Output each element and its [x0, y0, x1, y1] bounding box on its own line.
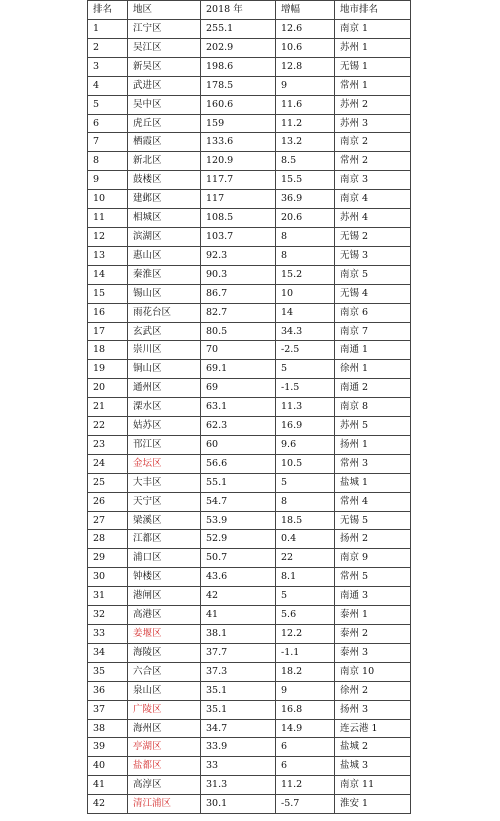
table-row [88, 265, 411, 284]
cell-district: 惠山区 [128, 246, 201, 265]
table-row [88, 473, 411, 492]
cell-district: 吴中区 [128, 95, 201, 114]
table-row [88, 700, 411, 719]
cell-city-rank: 南通 1 [335, 341, 411, 360]
cell-city-rank: 扬州 2 [335, 530, 411, 549]
cell-city-rank: 常州 1 [335, 76, 411, 95]
cell-gdp-2018: 60 [201, 435, 276, 454]
cell-rank: 24 [88, 454, 128, 473]
cell-city-rank: 扬州 1 [335, 435, 411, 454]
cell-growth: 34.3 [276, 322, 335, 341]
cell-city-rank: 南京 4 [335, 190, 411, 209]
cell-gdp-2018: 103.7 [201, 227, 276, 246]
table-row [88, 303, 411, 322]
cell-gdp-2018: 69 [201, 379, 276, 398]
cell-gdp-2018: 117.7 [201, 171, 276, 190]
cell-district: 钟楼区 [128, 568, 201, 587]
cell-gdp-2018: 178.5 [201, 76, 276, 95]
cell-rank: 19 [88, 360, 128, 379]
cell-district: 浦口区 [128, 549, 201, 568]
cell-city-rank: 苏州 4 [335, 209, 411, 228]
table-row [88, 171, 411, 190]
cell-district: 建邺区 [128, 190, 201, 209]
header-rank: 排名 [88, 1, 128, 20]
cell-gdp-2018: 54.7 [201, 492, 276, 511]
cell-city-rank: 淮安 1 [335, 795, 411, 814]
cell-growth: 9.6 [276, 435, 335, 454]
cell-rank: 34 [88, 643, 128, 662]
district-ranking-table [87, 0, 411, 814]
cell-rank: 22 [88, 417, 128, 436]
cell-gdp-2018: 37.7 [201, 643, 276, 662]
table-body [88, 20, 411, 814]
cell-district: 清江浦区 [128, 795, 201, 814]
cell-growth: 11.6 [276, 95, 335, 114]
cell-rank: 40 [88, 757, 128, 776]
cell-city-rank: 南京 2 [335, 133, 411, 152]
cell-gdp-2018: 43.6 [201, 568, 276, 587]
cell-district: 武进区 [128, 76, 201, 95]
table-row [88, 246, 411, 265]
cell-growth: 15.5 [276, 171, 335, 190]
table-row [88, 492, 411, 511]
cell-growth: 12.8 [276, 57, 335, 76]
cell-city-rank: 盐城 3 [335, 757, 411, 776]
cell-growth: 5 [276, 587, 335, 606]
cell-gdp-2018: 82.7 [201, 303, 276, 322]
cell-gdp-2018: 117 [201, 190, 276, 209]
cell-district: 港闸区 [128, 587, 201, 606]
cell-rank: 28 [88, 530, 128, 549]
cell-gdp-2018: 38.1 [201, 625, 276, 644]
cell-gdp-2018: 33 [201, 757, 276, 776]
cell-growth: 12.6 [276, 20, 335, 39]
cell-district: 江宁区 [128, 20, 201, 39]
cell-growth: 8.1 [276, 568, 335, 587]
cell-growth: 11.2 [276, 114, 335, 133]
table-row [88, 133, 411, 152]
cell-rank: 11 [88, 209, 128, 228]
cell-district: 高淳区 [128, 776, 201, 795]
cell-growth: 8 [276, 492, 335, 511]
cell-growth: 15.2 [276, 265, 335, 284]
cell-city-rank: 无锡 5 [335, 511, 411, 530]
cell-district: 虎丘区 [128, 114, 201, 133]
cell-district: 泉山区 [128, 681, 201, 700]
cell-district: 滨湖区 [128, 227, 201, 246]
cell-district: 六合区 [128, 662, 201, 681]
cell-district: 栖霞区 [128, 133, 201, 152]
cell-rank: 25 [88, 473, 128, 492]
cell-gdp-2018: 202.9 [201, 38, 276, 57]
cell-city-rank: 盐城 1 [335, 473, 411, 492]
cell-gdp-2018: 50.7 [201, 549, 276, 568]
cell-district: 大丰区 [128, 473, 201, 492]
table-row [88, 606, 411, 625]
cell-city-rank: 苏州 1 [335, 38, 411, 57]
cell-gdp-2018: 86.7 [201, 284, 276, 303]
cell-rank: 26 [88, 492, 128, 511]
cell-growth: 5 [276, 473, 335, 492]
header-row [88, 1, 411, 20]
cell-gdp-2018: 41 [201, 606, 276, 625]
cell-city-rank: 无锡 4 [335, 284, 411, 303]
cell-rank: 8 [88, 152, 128, 171]
cell-district: 海州区 [128, 719, 201, 738]
cell-growth: 20.6 [276, 209, 335, 228]
cell-growth: 11.3 [276, 398, 335, 417]
header-gdp-2018: 2018 年 [201, 1, 276, 20]
table-row [88, 114, 411, 133]
table-row [88, 95, 411, 114]
cell-growth: 8 [276, 227, 335, 246]
table-row [88, 587, 411, 606]
cell-growth: 16.9 [276, 417, 335, 436]
table-row [88, 284, 411, 303]
cell-district: 高港区 [128, 606, 201, 625]
cell-city-rank: 南通 3 [335, 587, 411, 606]
cell-gdp-2018: 62.3 [201, 417, 276, 436]
cell-district: 亭湖区 [128, 738, 201, 757]
cell-growth: 6 [276, 757, 335, 776]
cell-city-rank: 无锡 2 [335, 227, 411, 246]
cell-rank: 21 [88, 398, 128, 417]
table-row [88, 38, 411, 57]
cell-district: 玄武区 [128, 322, 201, 341]
cell-gdp-2018: 31.3 [201, 776, 276, 795]
cell-rank: 39 [88, 738, 128, 757]
cell-city-rank: 南京 1 [335, 20, 411, 39]
table-row [88, 549, 411, 568]
cell-city-rank: 南京 3 [335, 171, 411, 190]
cell-district: 秦淮区 [128, 265, 201, 284]
table-row [88, 454, 411, 473]
cell-rank: 1 [88, 20, 128, 39]
cell-gdp-2018: 42 [201, 587, 276, 606]
cell-gdp-2018: 55.1 [201, 473, 276, 492]
table-row [88, 757, 411, 776]
cell-district: 金坛区 [128, 454, 201, 473]
header-growth: 增幅 [276, 1, 335, 20]
cell-district: 崇川区 [128, 341, 201, 360]
cell-rank: 20 [88, 379, 128, 398]
cell-gdp-2018: 56.6 [201, 454, 276, 473]
cell-city-rank: 扬州 3 [335, 700, 411, 719]
table-row [88, 662, 411, 681]
cell-rank: 37 [88, 700, 128, 719]
cell-district: 溧水区 [128, 398, 201, 417]
cell-district: 盐都区 [128, 757, 201, 776]
cell-growth: -2.5 [276, 341, 335, 360]
cell-growth: 6 [276, 738, 335, 757]
table-row [88, 20, 411, 39]
cell-gdp-2018: 33.9 [201, 738, 276, 757]
cell-gdp-2018: 69.1 [201, 360, 276, 379]
header-city-rank: 地市排名 [335, 1, 411, 20]
table-row [88, 719, 411, 738]
cell-gdp-2018: 120.9 [201, 152, 276, 171]
cell-rank: 36 [88, 681, 128, 700]
cell-district: 锡山区 [128, 284, 201, 303]
cell-growth: 5 [276, 360, 335, 379]
cell-district: 姜堰区 [128, 625, 201, 644]
cell-city-rank: 常州 3 [335, 454, 411, 473]
cell-gdp-2018: 30.1 [201, 795, 276, 814]
table-row [88, 435, 411, 454]
cell-city-rank: 无锡 1 [335, 57, 411, 76]
cell-city-rank: 常州 4 [335, 492, 411, 511]
cell-rank: 2 [88, 38, 128, 57]
cell-district: 相城区 [128, 209, 201, 228]
cell-growth: 10 [276, 284, 335, 303]
cell-city-rank: 南京 6 [335, 303, 411, 322]
cell-rank: 12 [88, 227, 128, 246]
cell-city-rank: 常州 2 [335, 152, 411, 171]
cell-district: 雨花台区 [128, 303, 201, 322]
table-row [88, 776, 411, 795]
cell-rank: 9 [88, 171, 128, 190]
cell-gdp-2018: 133.6 [201, 133, 276, 152]
cell-gdp-2018: 63.1 [201, 398, 276, 417]
cell-rank: 42 [88, 795, 128, 814]
cell-district: 新吴区 [128, 57, 201, 76]
cell-district: 海陵区 [128, 643, 201, 662]
cell-growth: 9 [276, 681, 335, 700]
cell-gdp-2018: 35.1 [201, 681, 276, 700]
table-row [88, 341, 411, 360]
cell-city-rank: 盐城 2 [335, 738, 411, 757]
table-row [88, 152, 411, 171]
cell-rank: 18 [88, 341, 128, 360]
cell-growth: 9 [276, 76, 335, 95]
cell-rank: 10 [88, 190, 128, 209]
cell-district: 鼓楼区 [128, 171, 201, 190]
table-row [88, 511, 411, 530]
cell-city-rank: 苏州 2 [335, 95, 411, 114]
cell-growth: -1.1 [276, 643, 335, 662]
cell-rank: 6 [88, 114, 128, 133]
cell-city-rank: 泰州 1 [335, 606, 411, 625]
table-row [88, 568, 411, 587]
cell-gdp-2018: 52.9 [201, 530, 276, 549]
cell-growth: 36.9 [276, 190, 335, 209]
cell-city-rank: 连云港 1 [335, 719, 411, 738]
cell-rank: 5 [88, 95, 128, 114]
cell-growth: 8 [276, 246, 335, 265]
table-row [88, 398, 411, 417]
cell-district: 邗江区 [128, 435, 201, 454]
table-row [88, 795, 411, 814]
cell-district: 广陵区 [128, 700, 201, 719]
table-header [88, 1, 411, 20]
cell-growth: -1.5 [276, 379, 335, 398]
cell-growth: 0.4 [276, 530, 335, 549]
table-row [88, 227, 411, 246]
table-row [88, 681, 411, 700]
table-row [88, 209, 411, 228]
cell-rank: 23 [88, 435, 128, 454]
cell-gdp-2018: 108.5 [201, 209, 276, 228]
cell-city-rank: 苏州 5 [335, 417, 411, 436]
cell-growth: 18.2 [276, 662, 335, 681]
cell-rank: 4 [88, 76, 128, 95]
cell-gdp-2018: 70 [201, 341, 276, 360]
cell-city-rank: 泰州 2 [335, 625, 411, 644]
cell-growth: 16.8 [276, 700, 335, 719]
cell-district: 吴江区 [128, 38, 201, 57]
cell-rank: 14 [88, 265, 128, 284]
cell-rank: 29 [88, 549, 128, 568]
table-row [88, 738, 411, 757]
cell-rank: 38 [88, 719, 128, 738]
cell-rank: 15 [88, 284, 128, 303]
cell-city-rank: 无锡 3 [335, 246, 411, 265]
cell-city-rank: 南京 8 [335, 398, 411, 417]
cell-district: 铜山区 [128, 360, 201, 379]
cell-city-rank: 苏州 3 [335, 114, 411, 133]
cell-gdp-2018: 35.1 [201, 700, 276, 719]
table-row [88, 379, 411, 398]
table-row [88, 625, 411, 644]
cell-growth: 18.5 [276, 511, 335, 530]
cell-district: 新北区 [128, 152, 201, 171]
cell-rank: 7 [88, 133, 128, 152]
cell-growth: 5.6 [276, 606, 335, 625]
table-row [88, 530, 411, 549]
cell-rank: 41 [88, 776, 128, 795]
table-row [88, 76, 411, 95]
cell-gdp-2018: 198.6 [201, 57, 276, 76]
table-row [88, 360, 411, 379]
cell-rank: 13 [88, 246, 128, 265]
cell-gdp-2018: 53.9 [201, 511, 276, 530]
cell-gdp-2018: 159 [201, 114, 276, 133]
cell-rank: 16 [88, 303, 128, 322]
cell-growth: 10.6 [276, 38, 335, 57]
cell-growth: 10.5 [276, 454, 335, 473]
cell-rank: 3 [88, 57, 128, 76]
cell-city-rank: 徐州 1 [335, 360, 411, 379]
cell-city-rank: 南京 10 [335, 662, 411, 681]
cell-rank: 31 [88, 587, 128, 606]
header-district: 地区 [128, 1, 201, 20]
cell-district: 梁溪区 [128, 511, 201, 530]
cell-growth: 11.2 [276, 776, 335, 795]
cell-gdp-2018: 255.1 [201, 20, 276, 39]
cell-district: 通州区 [128, 379, 201, 398]
cell-growth: -5.7 [276, 795, 335, 814]
cell-gdp-2018: 80.5 [201, 322, 276, 341]
cell-rank: 17 [88, 322, 128, 341]
cell-city-rank: 南京 5 [335, 265, 411, 284]
cell-city-rank: 南通 2 [335, 379, 411, 398]
cell-growth: 14.9 [276, 719, 335, 738]
cell-city-rank: 泰州 3 [335, 643, 411, 662]
cell-city-rank: 南京 7 [335, 322, 411, 341]
cell-rank: 35 [88, 662, 128, 681]
cell-district: 天宁区 [128, 492, 201, 511]
table-row [88, 190, 411, 209]
cell-growth: 22 [276, 549, 335, 568]
cell-gdp-2018: 90.3 [201, 265, 276, 284]
cell-district: 江都区 [128, 530, 201, 549]
cell-gdp-2018: 34.7 [201, 719, 276, 738]
cell-city-rank: 南京 11 [335, 776, 411, 795]
cell-gdp-2018: 92.3 [201, 246, 276, 265]
cell-rank: 32 [88, 606, 128, 625]
table-row [88, 643, 411, 662]
cell-growth: 14 [276, 303, 335, 322]
cell-gdp-2018: 37.3 [201, 662, 276, 681]
cell-city-rank: 常州 5 [335, 568, 411, 587]
table-row [88, 57, 411, 76]
cell-district: 姑苏区 [128, 417, 201, 436]
cell-rank: 33 [88, 625, 128, 644]
cell-gdp-2018: 160.6 [201, 95, 276, 114]
cell-growth: 12.2 [276, 625, 335, 644]
cell-rank: 30 [88, 568, 128, 587]
cell-city-rank: 徐州 2 [335, 681, 411, 700]
cell-city-rank: 南京 9 [335, 549, 411, 568]
cell-growth: 13.2 [276, 133, 335, 152]
table-row [88, 417, 411, 436]
cell-rank: 27 [88, 511, 128, 530]
cell-growth: 8.5 [276, 152, 335, 171]
table-row [88, 322, 411, 341]
